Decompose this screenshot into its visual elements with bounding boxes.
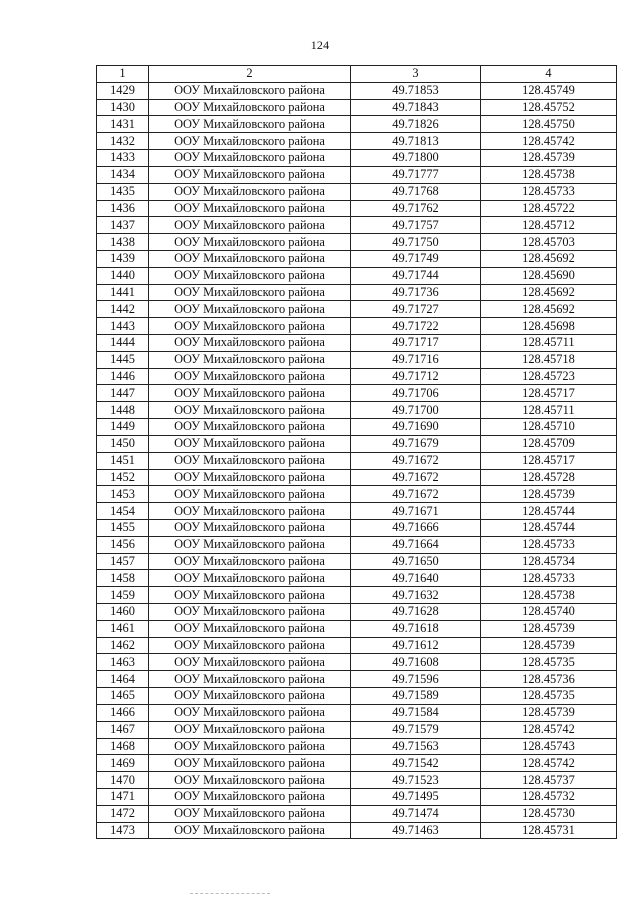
longitude-cell: 128.45734 [481,553,617,570]
row-number-cell: 1469 [97,755,149,772]
longitude-cell: 128.45739 [481,486,617,503]
longitude-cell: 128.45738 [481,587,617,604]
longitude-cell: 128.45750 [481,116,617,133]
table-row [97,671,617,688]
table-row [97,486,617,503]
latitude-cell: 49.71666 [351,519,481,536]
row-number-cell: 1449 [97,419,149,436]
longitude-cell: 128.45742 [481,133,617,150]
row-number-cell: 1468 [97,738,149,755]
row-number-cell: 1457 [97,553,149,570]
latitude-cell: 49.71744 [351,267,481,284]
latitude-cell: 49.71664 [351,536,481,553]
organization-cell: ООУ Михайловского района [149,335,351,352]
organization-cell: ООУ Михайловского района [149,452,351,469]
latitude-cell: 49.71542 [351,755,481,772]
row-number-cell: 1458 [97,570,149,587]
table-row [97,822,617,839]
row-number-cell: 1454 [97,503,149,520]
organization-cell: ООУ Михайловского района [149,250,351,267]
organization-cell: ООУ Михайловского района [149,133,351,150]
row-number-cell: 1452 [97,469,149,486]
organization-cell: ООУ Михайловского района [149,99,351,116]
longitude-cell: 128.45722 [481,200,617,217]
table-header [97,66,617,83]
row-number-cell: 1443 [97,318,149,335]
latitude-cell: 49.71706 [351,385,481,402]
table-row [97,351,617,368]
organization-cell: ООУ Михайловского района [149,721,351,738]
table-row [97,604,617,621]
organization-cell: ООУ Михайловского района [149,368,351,385]
longitude-cell: 128.45743 [481,738,617,755]
row-number-cell: 1444 [97,335,149,352]
latitude-cell: 49.71672 [351,452,481,469]
footer-scan-mark [190,893,270,895]
longitude-cell: 128.45710 [481,419,617,436]
table-row [97,805,617,822]
latitude-cell: 49.71672 [351,486,481,503]
latitude-cell: 49.71650 [351,553,481,570]
organization-cell: ООУ Михайловского района [149,604,351,621]
latitude-cell: 49.71628 [351,604,481,621]
longitude-cell: 128.45692 [481,250,617,267]
page-number: 124 [310,38,330,52]
table-row [97,587,617,604]
longitude-cell: 128.45739 [481,637,617,654]
table-body [97,82,617,839]
table-row [97,267,617,284]
latitude-cell: 49.71640 [351,570,481,587]
row-number-cell: 1430 [97,99,149,116]
longitude-cell: 128.45739 [481,704,617,721]
organization-cell: ООУ Михайловского района [149,738,351,755]
organization-cell: ООУ Михайловского района [149,486,351,503]
longitude-cell: 128.45744 [481,503,617,520]
organization-cell: ООУ Михайловского района [149,822,351,839]
row-number-cell: 1442 [97,301,149,318]
longitude-cell: 128.45698 [481,318,617,335]
longitude-cell: 128.45742 [481,721,617,738]
table-row [97,301,617,318]
table-row [97,469,617,486]
row-number-cell: 1445 [97,351,149,368]
organization-cell: ООУ Михайловского района [149,805,351,822]
longitude-cell: 128.45709 [481,435,617,452]
row-number-cell: 1466 [97,704,149,721]
table-row [97,234,617,251]
latitude-cell: 49.71853 [351,82,481,99]
longitude-cell: 128.45739 [481,620,617,637]
table-row [97,99,617,116]
row-number-cell: 1464 [97,671,149,688]
table-row [97,570,617,587]
latitude-cell: 49.71618 [351,620,481,637]
row-number-cell: 1460 [97,604,149,621]
organization-cell: ООУ Михайловского района [149,553,351,570]
latitude-cell: 49.71474 [351,805,481,822]
column-header-4: 4 [481,66,617,83]
longitude-cell: 128.45735 [481,654,617,671]
organization-cell: ООУ Михайловского района [149,385,351,402]
row-number-cell: 1434 [97,166,149,183]
organization-cell: ООУ Михайловского района [149,301,351,318]
longitude-cell: 128.45749 [481,82,617,99]
longitude-cell: 128.45730 [481,805,617,822]
row-number-cell: 1436 [97,200,149,217]
organization-cell: ООУ Михайловского района [149,788,351,805]
latitude-cell: 49.71749 [351,250,481,267]
organization-cell: ООУ Михайловского района [149,217,351,234]
table-row [97,284,617,301]
organization-cell: ООУ Михайловского района [149,267,351,284]
latitude-cell: 49.71722 [351,318,481,335]
table-row [97,788,617,805]
table-row [97,133,617,150]
longitude-cell: 128.45723 [481,368,617,385]
longitude-cell: 128.45731 [481,822,617,839]
table-row [97,82,617,99]
coordinates-table [96,65,617,839]
row-number-cell: 1435 [97,183,149,200]
latitude-cell: 49.71690 [351,419,481,436]
table-row [97,637,617,654]
longitude-cell: 128.45717 [481,385,617,402]
table-row [97,772,617,789]
row-number-cell: 1450 [97,435,149,452]
latitude-cell: 49.71757 [351,217,481,234]
organization-cell: ООУ Михайловского района [149,688,351,705]
organization-cell: ООУ Михайловского района [149,234,351,251]
organization-cell: ООУ Михайловского района [149,503,351,520]
latitude-cell: 49.71579 [351,721,481,738]
row-number-cell: 1467 [97,721,149,738]
organization-cell: ООУ Михайловского района [149,620,351,637]
table-row [97,116,617,133]
longitude-cell: 128.45735 [481,688,617,705]
row-number-cell: 1461 [97,620,149,637]
header-row [97,66,617,83]
table-row [97,166,617,183]
latitude-cell: 49.71777 [351,166,481,183]
organization-cell: ООУ Михайловского района [149,116,351,133]
latitude-cell: 49.71736 [351,284,481,301]
organization-cell: ООУ Михайловского района [149,82,351,99]
latitude-cell: 49.71750 [351,234,481,251]
organization-cell: ООУ Михайловского района [149,704,351,721]
table-row [97,250,617,267]
table-row [97,452,617,469]
latitude-cell: 49.71727 [351,301,481,318]
latitude-cell: 49.71679 [351,435,481,452]
longitude-cell: 128.45740 [481,604,617,621]
organization-cell: ООУ Михайловского района [149,284,351,301]
organization-cell: ООУ Михайловского района [149,755,351,772]
longitude-cell: 128.45739 [481,150,617,167]
longitude-cell: 128.45703 [481,234,617,251]
row-number-cell: 1433 [97,150,149,167]
table-row [97,536,617,553]
column-header-2: 2 [149,66,351,83]
longitude-cell: 128.45752 [481,99,617,116]
row-number-cell: 1459 [97,587,149,604]
organization-cell: ООУ Михайловского района [149,637,351,654]
latitude-cell: 49.71716 [351,351,481,368]
row-number-cell: 1446 [97,368,149,385]
latitude-cell: 49.71495 [351,788,481,805]
organization-cell: ООУ Михайловского района [149,519,351,536]
longitude-cell: 128.45711 [481,335,617,352]
organization-cell: ООУ Михайловского района [149,166,351,183]
organization-cell: ООУ Михайловского района [149,318,351,335]
row-number-cell: 1448 [97,402,149,419]
latitude-cell: 49.71589 [351,688,481,705]
latitude-cell: 49.71712 [351,368,481,385]
longitude-cell: 128.45692 [481,284,617,301]
longitude-cell: 128.45742 [481,755,617,772]
row-number-cell: 1472 [97,805,149,822]
longitude-cell: 128.45717 [481,452,617,469]
latitude-cell: 49.71584 [351,704,481,721]
row-number-cell: 1453 [97,486,149,503]
organization-cell: ООУ Михайловского района [149,351,351,368]
latitude-cell: 49.71523 [351,772,481,789]
longitude-cell: 128.45744 [481,519,617,536]
row-number-cell: 1463 [97,654,149,671]
column-header-1: 1 [97,66,149,83]
row-number-cell: 1438 [97,234,149,251]
row-number-cell: 1462 [97,637,149,654]
longitude-cell: 128.45736 [481,671,617,688]
organization-cell: ООУ Михайловского района [149,671,351,688]
organization-cell: ООУ Михайловского района [149,469,351,486]
organization-cell: ООУ Михайловского района [149,200,351,217]
table-row [97,335,617,352]
table-row [97,738,617,755]
longitude-cell: 128.45718 [481,351,617,368]
table-row [97,435,617,452]
organization-cell: ООУ Михайловского района [149,419,351,436]
row-number-cell: 1451 [97,452,149,469]
organization-cell: ООУ Михайловского района [149,435,351,452]
table-row [97,704,617,721]
latitude-cell: 49.71632 [351,587,481,604]
row-number-cell: 1470 [97,772,149,789]
latitude-cell: 49.71612 [351,637,481,654]
row-number-cell: 1437 [97,217,149,234]
longitude-cell: 128.45732 [481,788,617,805]
latitude-cell: 49.71672 [351,469,481,486]
row-number-cell: 1429 [97,82,149,99]
table-row [97,419,617,436]
longitude-cell: 128.45733 [481,570,617,587]
organization-cell: ООУ Михайловского района [149,570,351,587]
longitude-cell: 128.45712 [481,217,617,234]
longitude-cell: 128.45711 [481,402,617,419]
table-row [97,385,617,402]
row-number-cell: 1441 [97,284,149,301]
longitude-cell: 128.45692 [481,301,617,318]
latitude-cell: 49.71463 [351,822,481,839]
table-row [97,688,617,705]
longitude-cell: 128.45737 [481,772,617,789]
latitude-cell: 49.71596 [351,671,481,688]
table-row [97,553,617,570]
table-row [97,503,617,520]
longitude-cell: 128.45690 [481,267,617,284]
longitude-cell: 128.45733 [481,183,617,200]
table-row [97,402,617,419]
latitude-cell: 49.71800 [351,150,481,167]
row-number-cell: 1455 [97,519,149,536]
latitude-cell: 49.71762 [351,200,481,217]
latitude-cell: 49.71671 [351,503,481,520]
row-number-cell: 1439 [97,250,149,267]
latitude-cell: 49.71813 [351,133,481,150]
latitude-cell: 49.71826 [351,116,481,133]
latitude-cell: 49.71700 [351,402,481,419]
row-number-cell: 1440 [97,267,149,284]
table-row [97,183,617,200]
organization-cell: ООУ Михайловского района [149,587,351,604]
table-row [97,721,617,738]
organization-cell: ООУ Михайловского района [149,654,351,671]
table-row [97,150,617,167]
column-header-3: 3 [351,66,481,83]
table-row [97,318,617,335]
latitude-cell: 49.71717 [351,335,481,352]
table-row [97,217,617,234]
table-row [97,368,617,385]
table-row [97,519,617,536]
table-row [97,620,617,637]
longitude-cell: 128.45728 [481,469,617,486]
longitude-cell: 128.45738 [481,166,617,183]
row-number-cell: 1431 [97,116,149,133]
table-row [97,654,617,671]
row-number-cell: 1456 [97,536,149,553]
table-row [97,755,617,772]
latitude-cell: 49.71843 [351,99,481,116]
row-number-cell: 1432 [97,133,149,150]
latitude-cell: 49.71608 [351,654,481,671]
row-number-cell: 1447 [97,385,149,402]
organization-cell: ООУ Михайловского района [149,402,351,419]
table-row [97,200,617,217]
row-number-cell: 1471 [97,788,149,805]
organization-cell: ООУ Михайловского района [149,536,351,553]
latitude-cell: 49.71563 [351,738,481,755]
longitude-cell: 128.45733 [481,536,617,553]
latitude-cell: 49.71768 [351,183,481,200]
organization-cell: ООУ Михайловского района [149,150,351,167]
organization-cell: ООУ Михайловского района [149,772,351,789]
organization-cell: ООУ Михайловского района [149,183,351,200]
row-number-cell: 1473 [97,822,149,839]
row-number-cell: 1465 [97,688,149,705]
